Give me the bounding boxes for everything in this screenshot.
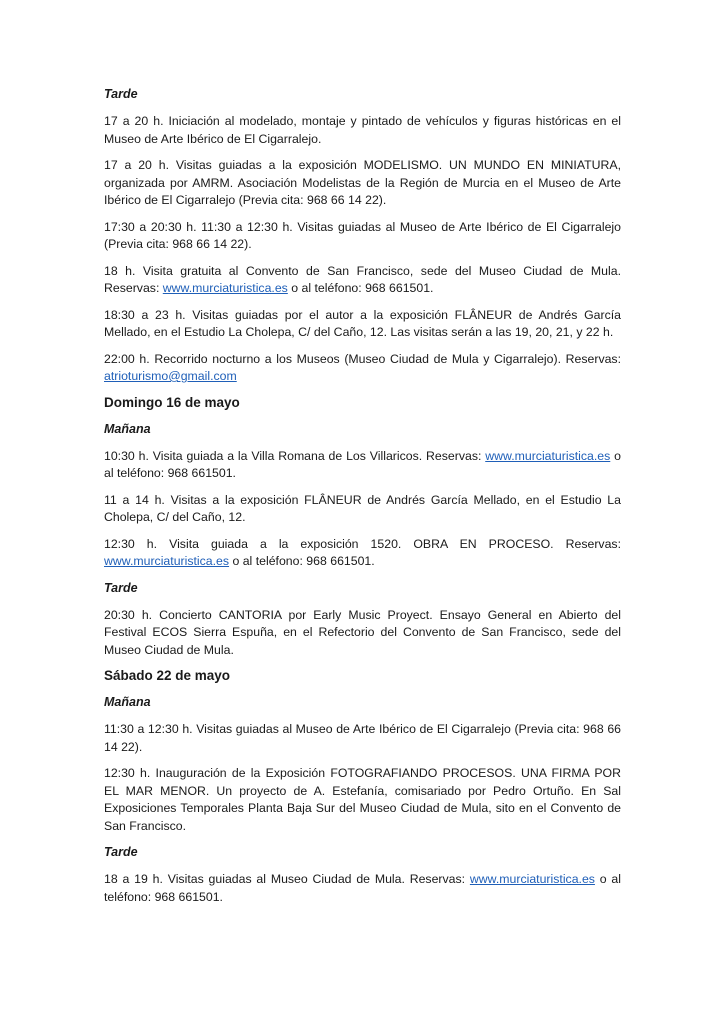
afternoon-heading: Tarde: [104, 580, 138, 595]
morning-heading: Mañana: [104, 695, 151, 709]
day-heading: Domingo 16 de mayo: [104, 394, 240, 410]
event-text: 18 h. Visita gratuita al Convento de San Francisco, sede del Museo Ciudad de Mula. Reservas:: [104, 263, 621, 295]
event-paragraph: 17:30 a 20:30 h. 11:30 a 12:30 h. Visitas guiadas al Museo de Arte Ibérico de El Cigarralejo (Previa cita: 968 66 14 22).: [104, 219, 621, 251]
murciaturistica-link[interactable]: www.murciaturistica.es: [104, 554, 230, 568]
event-text: 10:30 h. Visita guiada a la Villa Romana de Los Villaricos. Reservas:: [104, 448, 486, 463]
event-paragraph: 11 a 14 h. Visitas a la exposición FLÂNEUR de Andrés García Mellado, en el Estudio La Cholepa, C/ del Caño, 12.: [104, 492, 621, 524]
event-paragraph: [104, 448, 621, 483]
event-text: o al teléfono: 968 661501.: [104, 872, 621, 904]
event-paragraph: 17 a 20 h. Visitas guiadas a la exposición MODELISMO. UN MUNDO EN MINIATURA, organizada por AMRM. Asociación Modelistas de la Región de Murcia en el Museo de Arte Ibérico de El Cigarralejo (Previa cita: 968 66 14 22).: [104, 158, 621, 207]
event-text: o al teléfono: 968 661501.: [104, 448, 621, 480]
event-text: 22:00 h. Recorrido nocturno a los Museos (Museo Ciudad de Mula y Cigarralejo). Reservas:: [104, 351, 621, 366]
event-text: 12:30 h. Visita guiada a la exposición 1520. OBRA EN PROCESO. Reservas:: [104, 536, 621, 551]
event-paragraph: 17 a 20 h. Iniciación al modelado, montaje y pintado de vehículos y figuras históricas en el Museo de Arte Ibérico de El Cigarralejo.: [104, 114, 621, 146]
morning-heading: Mañana: [104, 421, 151, 436]
event-paragraph: [104, 351, 621, 386]
event-paragraph: 11:30 a 12:30 h. Visitas guiadas al Museo de Arte Ibérico de El Cigarralejo (Previa cita: 968 66 14 22).: [104, 722, 621, 754]
event-paragraph: [104, 263, 621, 298]
murciaturistica-link[interactable]: www.murciaturistica.es: [485, 448, 611, 463]
event-text: o al teléfono: 968 661501.: [287, 281, 434, 295]
event-text: o al teléfono: 968 661501.: [229, 554, 375, 568]
murciaturistica-link[interactable]: www.murciaturistica.es: [162, 281, 288, 295]
event-paragraph: 12:30 h. Inauguración de la Exposición FOTOGRAFIANDO PROCESOS. UNA FIRMA POR EL MAR MENOR. Un proyecto de A. Estefanía, comisariado por Pedro Ortuño. En Sal Exposiciones Temporales Planta Baja Sur del Museo Ciudad de Mula, sito en el Convento de San Francisco.: [104, 766, 621, 833]
afternoon-heading: Tarde: [104, 845, 138, 859]
event-paragraph: 20:30 h. Concierto CANTORIA por Early Music Proyect. Ensayo General en Abierto del Festival ECOS Sierra Espuña, en el Refectorio del Convento de San Francisco, sede del Museo Ciudad de Mula.: [104, 607, 621, 657]
day-heading: Sábado 22 de mayo: [104, 668, 231, 683]
event-paragraph: 18:30 a 23 h. Visitas guiadas por el autor a la exposición FLÂNEUR de Andrés García Mellado, en el Estudio La Cholepa, C/ del Caño, 12. Las visitas serán a las 19, 20, 21, y 22 h.: [104, 307, 621, 339]
murciaturistica-link[interactable]: www.murciaturistica.es: [469, 872, 595, 886]
event-paragraph: [104, 536, 621, 571]
event-paragraph: [104, 871, 621, 906]
event-text: 18 a 19 h. Visitas guiadas al Museo Ciudad de Mula. Reservas:: [104, 872, 470, 886]
afternoon-heading: Tarde: [104, 87, 138, 101]
email-link[interactable]: atrioturismo@gmail.com: [104, 369, 237, 383]
